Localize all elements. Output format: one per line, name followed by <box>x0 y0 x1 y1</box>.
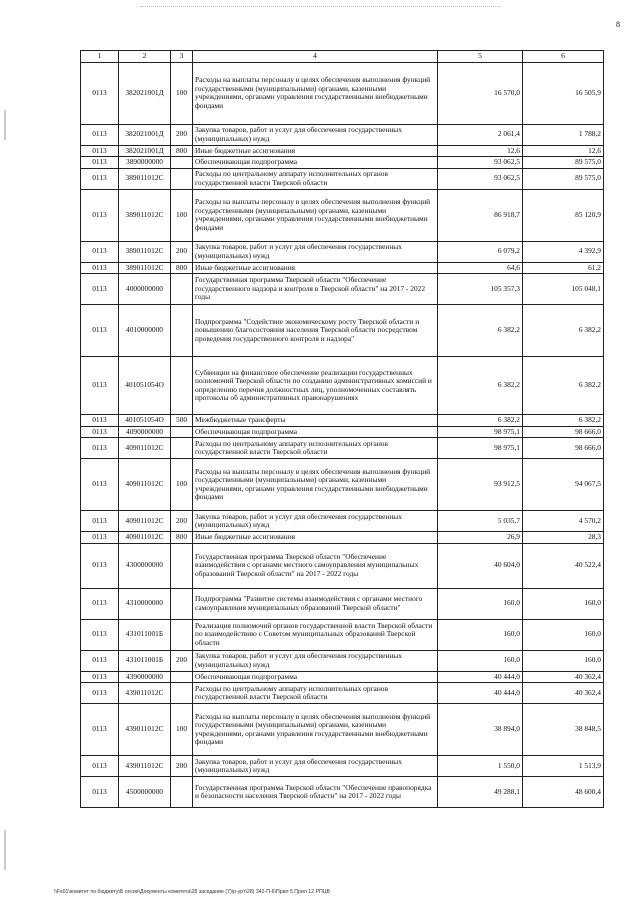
amount-plan-cell: 6 079,2 <box>438 241 523 262</box>
table-row <box>81 619 604 650</box>
target-article-code-cell: 409011012С <box>119 459 171 511</box>
section-code-cell: 0113 <box>81 305 119 357</box>
amount-plan-cell: 5 035,7 <box>438 511 523 532</box>
expense-type-code-cell: 100 <box>171 459 193 511</box>
amount-plan-cell: 2 061,4 <box>438 124 523 145</box>
section-code-cell: 0113 <box>81 532 119 544</box>
section-code-cell: 0113 <box>81 756 119 777</box>
amount-actual-cell: 85 120,9 <box>523 189 604 241</box>
amount-actual-cell: 16 505,9 <box>523 62 604 124</box>
table-row <box>81 650 604 671</box>
target-article-code-cell: 4090000000 <box>119 426 171 438</box>
section-code-cell: 0113 <box>81 357 119 415</box>
item-name-cell: Расходы по центральному аппарату исполнительных органов государственной власти Тверской области <box>193 168 438 189</box>
expense-type-code-cell <box>171 357 193 415</box>
table-row <box>81 157 604 169</box>
amount-plan-cell: 160,0 <box>438 650 523 671</box>
item-name-cell: Закупка товаров, работ и услуг для обеспечения государственных (муниципальных) нужд <box>193 241 438 262</box>
amount-actual-cell: 105 048,1 <box>523 274 604 305</box>
header-col-4: 4 <box>193 51 438 63</box>
amount-actual-cell: 48 600,4 <box>523 777 604 808</box>
target-article-code-cell: 4310000000 <box>119 588 171 619</box>
target-article-code-cell: 382021001Д <box>119 62 171 124</box>
amount-actual-cell: 160,0 <box>523 588 604 619</box>
section-code-cell: 0113 <box>81 619 119 650</box>
binding-mark <box>4 830 6 870</box>
expense-type-code-cell: 100 <box>171 189 193 241</box>
item-name-cell: Подпрограмма "Развитие системы взаимодействия с органами местного самоуправления муниципальных образований Тверской области" <box>193 588 438 619</box>
target-article-code-cell: 4300000000 <box>119 543 171 588</box>
expense-type-code-cell: 200 <box>171 650 193 671</box>
header-col-3: 3 <box>171 51 193 63</box>
section-code-cell: 0113 <box>81 683 119 704</box>
table-row <box>81 671 604 683</box>
amount-actual-cell: 6 382,2 <box>523 357 604 415</box>
amount-plan-cell: 105 357,3 <box>438 274 523 305</box>
item-name-cell: Расходы по центральному аппарату исполнительных органов государственной власти Тверской области <box>193 683 438 704</box>
amount-actual-cell: 1 513,9 <box>523 756 604 777</box>
amount-actual-cell: 4 392,9 <box>523 241 604 262</box>
item-name-cell: Расходы на выплаты персоналу в целях обеспечения выполнения функций государственными (муниципальными) органами, казенными учреждениями, органами управления государственными внебюджетными фондами <box>193 459 438 511</box>
table-row <box>81 241 604 262</box>
item-name-cell: Расходы на выплаты персоналу в целях обеспечения выполнения функций государственными (муниципальными) органами, казенными учреждениями, органами управления государственными внебюджетными фондами <box>193 704 438 756</box>
amount-plan-cell: 93 912,5 <box>438 459 523 511</box>
expense-type-code-cell: 100 <box>171 62 193 124</box>
amount-plan-cell: 1 550,0 <box>438 756 523 777</box>
table-row <box>81 426 604 438</box>
amount-plan-cell: 38 894,0 <box>438 704 523 756</box>
section-code-cell: 0113 <box>81 62 119 124</box>
target-article-code-cell: 389011012С <box>119 262 171 274</box>
amount-actual-cell: 160,0 <box>523 650 604 671</box>
amount-plan-cell: 93 062,5 <box>438 157 523 169</box>
expense-type-code-cell <box>171 438 193 459</box>
amount-actual-cell: 94 067,5 <box>523 459 604 511</box>
expense-type-code-cell: 800 <box>171 532 193 544</box>
target-article-code-cell: 3890000000 <box>119 157 171 169</box>
header-col-5: 5 <box>438 51 523 63</box>
table-row <box>81 124 604 145</box>
expense-type-code-cell <box>171 543 193 588</box>
table-row <box>81 532 604 544</box>
table-row <box>81 588 604 619</box>
item-name-cell: Закупка товаров, работ и услуг для обеспечения государственных (муниципальных) нужд <box>193 756 438 777</box>
section-code-cell: 0113 <box>81 511 119 532</box>
expense-type-code-cell <box>171 274 193 305</box>
target-article-code-cell: 431011001Б <box>119 619 171 650</box>
table-row <box>81 438 604 459</box>
header-col-1: 1 <box>81 51 119 63</box>
section-code-cell: 0113 <box>81 157 119 169</box>
table-row <box>81 415 604 427</box>
target-article-code-cell: 409011012С <box>119 532 171 544</box>
scan-artifact <box>140 0 500 7</box>
amount-plan-cell: 98 975,1 <box>438 438 523 459</box>
item-name-cell: Обеспечивающая подпрограмма <box>193 671 438 683</box>
target-article-code-cell: 439011012С <box>119 704 171 756</box>
expense-type-code-cell: 800 <box>171 262 193 274</box>
amount-plan-cell: 40 444,0 <box>438 683 523 704</box>
section-code-cell: 0113 <box>81 459 119 511</box>
target-article-code-cell: 389011012С <box>119 168 171 189</box>
item-name-cell: Межбюджетные трансферты <box>193 415 438 427</box>
target-article-code-cell: 389011012С <box>119 189 171 241</box>
target-article-code-cell: 4500000000 <box>119 777 171 808</box>
expense-type-code-cell: 200 <box>171 756 193 777</box>
expense-type-code-cell: 100 <box>171 704 193 756</box>
section-code-cell: 0113 <box>81 704 119 756</box>
expense-type-code-cell <box>171 588 193 619</box>
table-row <box>81 189 604 241</box>
amount-actual-cell: 61,2 <box>523 262 604 274</box>
target-article-code-cell: 389011012С <box>119 241 171 262</box>
item-name-cell: Государственная программа Тверской области "Обеспечение взаимодействия с органами местного самоуправления муниципальных образований Тверской области" на 2017 - 2022 годы <box>193 543 438 588</box>
item-name-cell: Обеспечивающая подпрограмма <box>193 426 438 438</box>
item-name-cell: Реализация полномочий органов государственной власти Тверской области по взаимодействию с Советом муниципальных образований Тверской области <box>193 619 438 650</box>
amount-actual-cell: 6 382,2 <box>523 305 604 357</box>
table-row <box>81 357 604 415</box>
section-code-cell: 0113 <box>81 274 119 305</box>
target-article-code-cell: 401051054О <box>119 415 171 427</box>
expense-type-code-cell: 500 <box>171 415 193 427</box>
amount-plan-cell: 6 382,2 <box>438 357 523 415</box>
target-article-code-cell: 439011012С <box>119 683 171 704</box>
table-row <box>81 459 604 511</box>
amount-plan-cell: 16 570,0 <box>438 62 523 124</box>
file-path-footer: \\Fs01\комитет по бюджету\Б сесия\Документы комитета\28 заседание (7)\р-урт\28) 342-П-6\Прил 5 Прил 12 РПЦВ <box>54 889 330 895</box>
target-article-code-cell: 382021001Д <box>119 145 171 157</box>
item-name-cell: Расходы на выплаты персоналу в целях обеспечения выполнения функций государственными (муниципальными) органами, казенными учреждениями, органами управления государственными внебюджетными фондами <box>193 62 438 124</box>
item-name-cell: Государственная программа Тверской области "Обеспечение правопорядка и безопасности населения Тверской области" на 2017 - 2022 годы <box>193 777 438 808</box>
target-article-code-cell: 409011012С <box>119 438 171 459</box>
expense-type-code-cell <box>171 683 193 704</box>
amount-plan-cell: 49 288,1 <box>438 777 523 808</box>
amount-plan-cell: 40 604,0 <box>438 543 523 588</box>
item-name-cell: Субвенции на финансовое обеспечение реализации государственных полномочий Тверской области по созданию административных комиссий и определению перечня должностных лиц, уполномоченных составлять протоколы об административных правонарушениях <box>193 357 438 415</box>
expense-type-code-cell <box>171 305 193 357</box>
item-name-cell: Иные бюджетные ассигнования <box>193 262 438 274</box>
section-code-cell: 0113 <box>81 650 119 671</box>
amount-actual-cell: 98 666,0 <box>523 438 604 459</box>
page-number: 8 <box>616 20 620 29</box>
section-code-cell: 0113 <box>81 145 119 157</box>
amount-actual-cell: 1 788,2 <box>523 124 604 145</box>
expense-type-code-cell <box>171 168 193 189</box>
table-row <box>81 777 604 808</box>
target-article-code-cell: 401051054О <box>119 357 171 415</box>
amount-actual-cell: 40 522,4 <box>523 543 604 588</box>
amount-plan-cell: 6 382,2 <box>438 415 523 427</box>
amount-plan-cell: 98 975,1 <box>438 426 523 438</box>
section-code-cell: 0113 <box>81 438 119 459</box>
header-col-2: 2 <box>119 51 171 63</box>
amount-actual-cell: 6 382,2 <box>523 415 604 427</box>
section-code-cell: 0113 <box>81 262 119 274</box>
table-row <box>81 145 604 157</box>
table-row <box>81 62 604 124</box>
amount-plan-cell: 93 062,5 <box>438 168 523 189</box>
amount-actual-cell: 38 848,5 <box>523 704 604 756</box>
expense-type-code-cell: 200 <box>171 241 193 262</box>
item-name-cell: Обеспечивающая подпрограмма <box>193 157 438 169</box>
amount-plan-cell: 6 382,2 <box>438 305 523 357</box>
section-code-cell: 0113 <box>81 124 119 145</box>
target-article-code-cell: 382021001Д <box>119 124 171 145</box>
section-code-cell: 0113 <box>81 588 119 619</box>
table-row <box>81 683 604 704</box>
amount-plan-cell: 64,6 <box>438 262 523 274</box>
amount-actual-cell: 89 575,0 <box>523 157 604 169</box>
binding-mark <box>4 110 6 140</box>
target-article-code-cell: 4010000000 <box>119 305 171 357</box>
table-row <box>81 168 604 189</box>
expense-type-code-cell <box>171 426 193 438</box>
section-code-cell: 0113 <box>81 189 119 241</box>
item-name-cell: Закупка товаров, работ и услуг для обеспечения государственных (муниципальных) нужд <box>193 650 438 671</box>
section-code-cell: 0113 <box>81 543 119 588</box>
target-article-code-cell: 4390000000 <box>119 671 171 683</box>
amount-plan-cell: 40 444,0 <box>438 671 523 683</box>
amount-actual-cell: 160,0 <box>523 619 604 650</box>
table-row <box>81 704 604 756</box>
amount-plan-cell: 160,0 <box>438 588 523 619</box>
expense-type-code-cell <box>171 157 193 169</box>
item-name-cell: Государственная программа Тверской области "Обеспечение государственного надзора и контроля в Тверской области" на 2017 - 2022 годы <box>193 274 438 305</box>
amount-actual-cell: 40 362,4 <box>523 671 604 683</box>
table-row <box>81 511 604 532</box>
expense-type-code-cell <box>171 671 193 683</box>
section-code-cell: 0113 <box>81 415 119 427</box>
section-code-cell: 0113 <box>81 671 119 683</box>
amount-actual-cell: 4 570,2 <box>523 511 604 532</box>
expense-type-code-cell <box>171 619 193 650</box>
table-row <box>81 274 604 305</box>
table-row <box>81 262 604 274</box>
section-code-cell: 0113 <box>81 168 119 189</box>
item-name-cell: Закупка товаров, работ и услуг для обеспечения государственных (муниципальных) нужд <box>193 511 438 532</box>
item-name-cell: Расходы на выплаты персоналу в целях обеспечения выполнения функций государственными (муниципальными) органами, казенными учреждениями, органами управления государственными внебюджетными фондами <box>193 189 438 241</box>
target-article-code-cell: 439011012С <box>119 756 171 777</box>
amount-actual-cell: 89 575,0 <box>523 168 604 189</box>
target-article-code-cell: 409011012С <box>119 511 171 532</box>
amount-plan-cell: 160,0 <box>438 619 523 650</box>
amount-plan-cell: 86 918,7 <box>438 189 523 241</box>
amount-actual-cell: 12,6 <box>523 145 604 157</box>
header-row <box>81 51 604 63</box>
amount-plan-cell: 26,9 <box>438 532 523 544</box>
table-row <box>81 756 604 777</box>
header-col-6: 6 <box>523 51 604 63</box>
item-name-cell: Расходы по центральному аппарату исполнительных органов государственной власти Тверской области <box>193 438 438 459</box>
section-code-cell: 0113 <box>81 241 119 262</box>
expense-type-code-cell <box>171 777 193 808</box>
item-name-cell: Иные бюджетные ассигнования <box>193 145 438 157</box>
table-row <box>81 305 604 357</box>
table-row <box>81 543 604 588</box>
item-name-cell: Закупка товаров, работ и услуг для обеспечения государственных (муниципальных) нужд <box>193 124 438 145</box>
amount-actual-cell: 40 362,4 <box>523 683 604 704</box>
expense-type-code-cell: 200 <box>171 124 193 145</box>
amount-plan-cell: 12,6 <box>438 145 523 157</box>
item-name-cell: Подпрограмма "Содействие экономическому росту Тверской области и повышению благосостояния населения Тверской области посредством проведения государственного контроля и надзора" <box>193 305 438 357</box>
section-code-cell: 0113 <box>81 777 119 808</box>
expense-type-code-cell: 200 <box>171 511 193 532</box>
amount-actual-cell: 28,3 <box>523 532 604 544</box>
target-article-code-cell: 4000000000 <box>119 274 171 305</box>
budget-table <box>80 50 604 808</box>
target-article-code-cell: 431011001Б <box>119 650 171 671</box>
expense-type-code-cell: 800 <box>171 145 193 157</box>
amount-actual-cell: 98 666,0 <box>523 426 604 438</box>
item-name-cell: Иные бюджетные ассигнования <box>193 532 438 544</box>
section-code-cell: 0113 <box>81 426 119 438</box>
